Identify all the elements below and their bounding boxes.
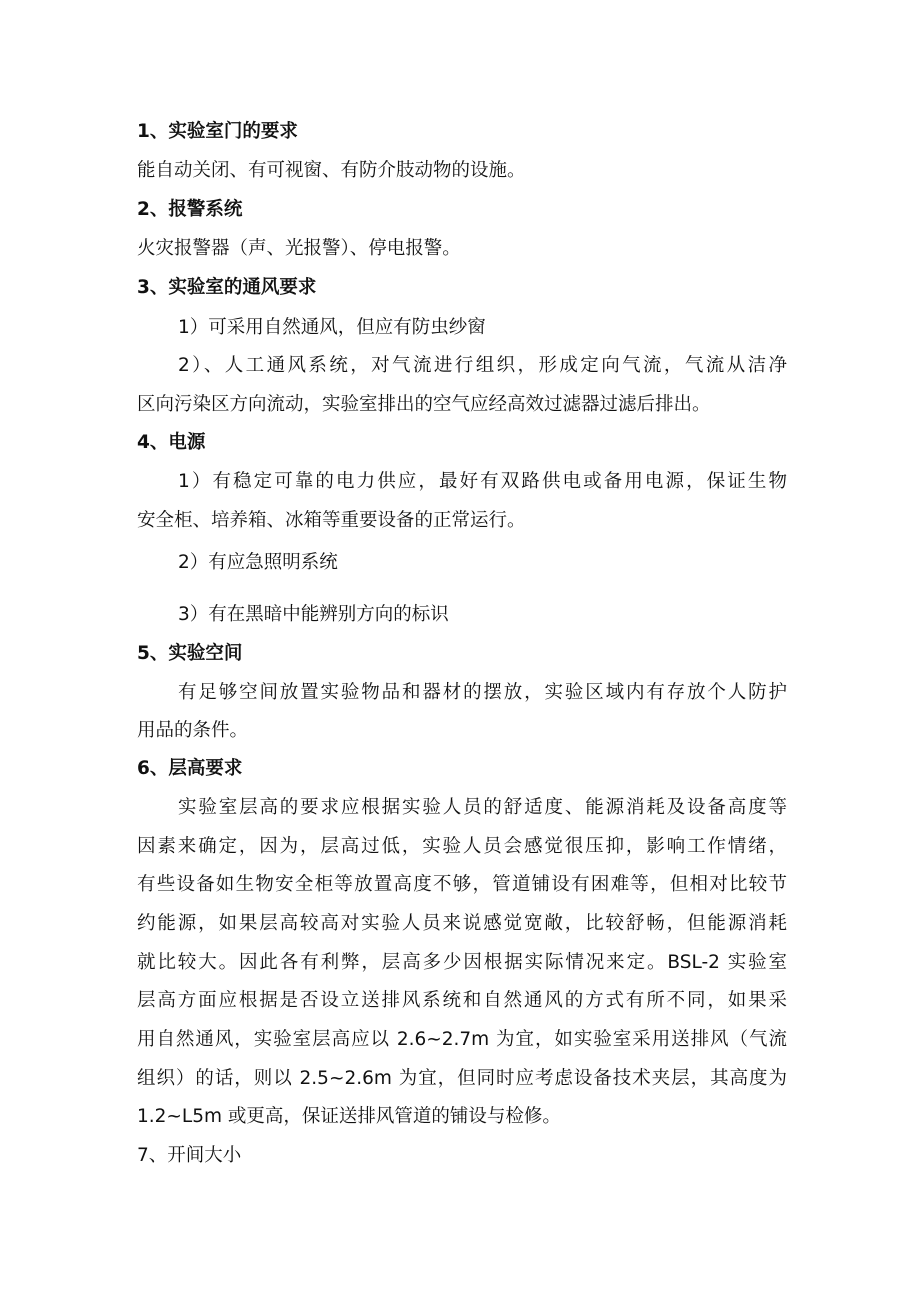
section-5-text-line-2: 用品的条件。: [137, 720, 249, 741]
section-4-item-1-line-1: 1）有稳定可靠的电力供应，最好有双路供电或备用电源，保证生物: [178, 471, 787, 492]
section-3-heading: 3、实验室的通风要求: [137, 277, 317, 298]
section-4-item-1-line-2: 安全柜、培养箱、冰箱等重要设备的正常运行。: [137, 510, 526, 531]
section-3-item-2-line-2: 区向污染区方向流动，实验室排出的空气应经高效过滤器过滤后排出。: [137, 394, 711, 415]
section-6-text-line-6: 层高方面应根据是否设立送排风系统和自然通风的方式有所不同，如果采: [137, 990, 787, 1011]
section-4-item-2: 2）有应急照明系统: [178, 552, 338, 573]
section-2-heading: 2、报警系统: [137, 199, 243, 220]
section-7-heading: 7、开间大小: [137, 1145, 242, 1166]
section-5-text-line-1: 有足够空间放置实验物品和器材的摆放，实验区域内有存放个人防护: [178, 682, 787, 703]
section-3-item-1: 1）可采用自然通风，但应有防虫纱窗: [178, 317, 486, 338]
section-5-heading: 5、实验空间: [137, 643, 243, 664]
section-6-text-line-5: 就比较大。因此各有利弊，层高多少因根据实际情况来定。BSL-2 实验室: [137, 952, 787, 973]
section-6-text-line-3: 有些设备如生物安全柜等放置高度不够，管道铺设有困难等，但相对比较节: [137, 874, 787, 895]
section-1-text: 能自动关闭、有可视窗、有防介肢动物的设施。: [137, 160, 526, 181]
section-6-text-line-9: 1.2~L5m 或更高，保证送排风管道的铺设与检修。: [137, 1106, 561, 1127]
section-1-heading: 1、实验室门的要求: [137, 121, 298, 142]
section-6-text-line-1: 实验室层高的要求应根据实验人员的舒适度、能源消耗及设备高度等: [178, 797, 787, 818]
section-3-item-2-line-1: 2）、人工通风系统，对气流进行组织，形成定向气流，气流从洁净: [178, 355, 787, 376]
section-6-text-line-7: 用自然通风，实验室层高应以 2.6~2.7m 为宜，如实验室采用送排风（气流: [137, 1029, 787, 1050]
section-6-text-line-2: 因素来确定，因为，层高过低，实验人员会感觉很压抑，影响工作情绪，: [137, 836, 787, 857]
section-6-heading: 6、层高要求: [137, 758, 243, 779]
section-4-item-3: 3）有在黑暗中能辨别方向的标识: [178, 604, 449, 625]
section-4-heading: 4、电源: [137, 432, 206, 453]
section-6-text-line-4: 约能源，如果层高较高对实验人员来说感觉宽敞，比较舒畅，但能源消耗: [137, 913, 787, 934]
section-2-text: 火灾报警器（声、光报警）、停电报警。: [137, 238, 461, 259]
section-6-text-line-8: 组织）的话，则以 2.5~2.6m 为宜，但同时应考虑设备技术夹层，其高度为: [137, 1068, 787, 1089]
